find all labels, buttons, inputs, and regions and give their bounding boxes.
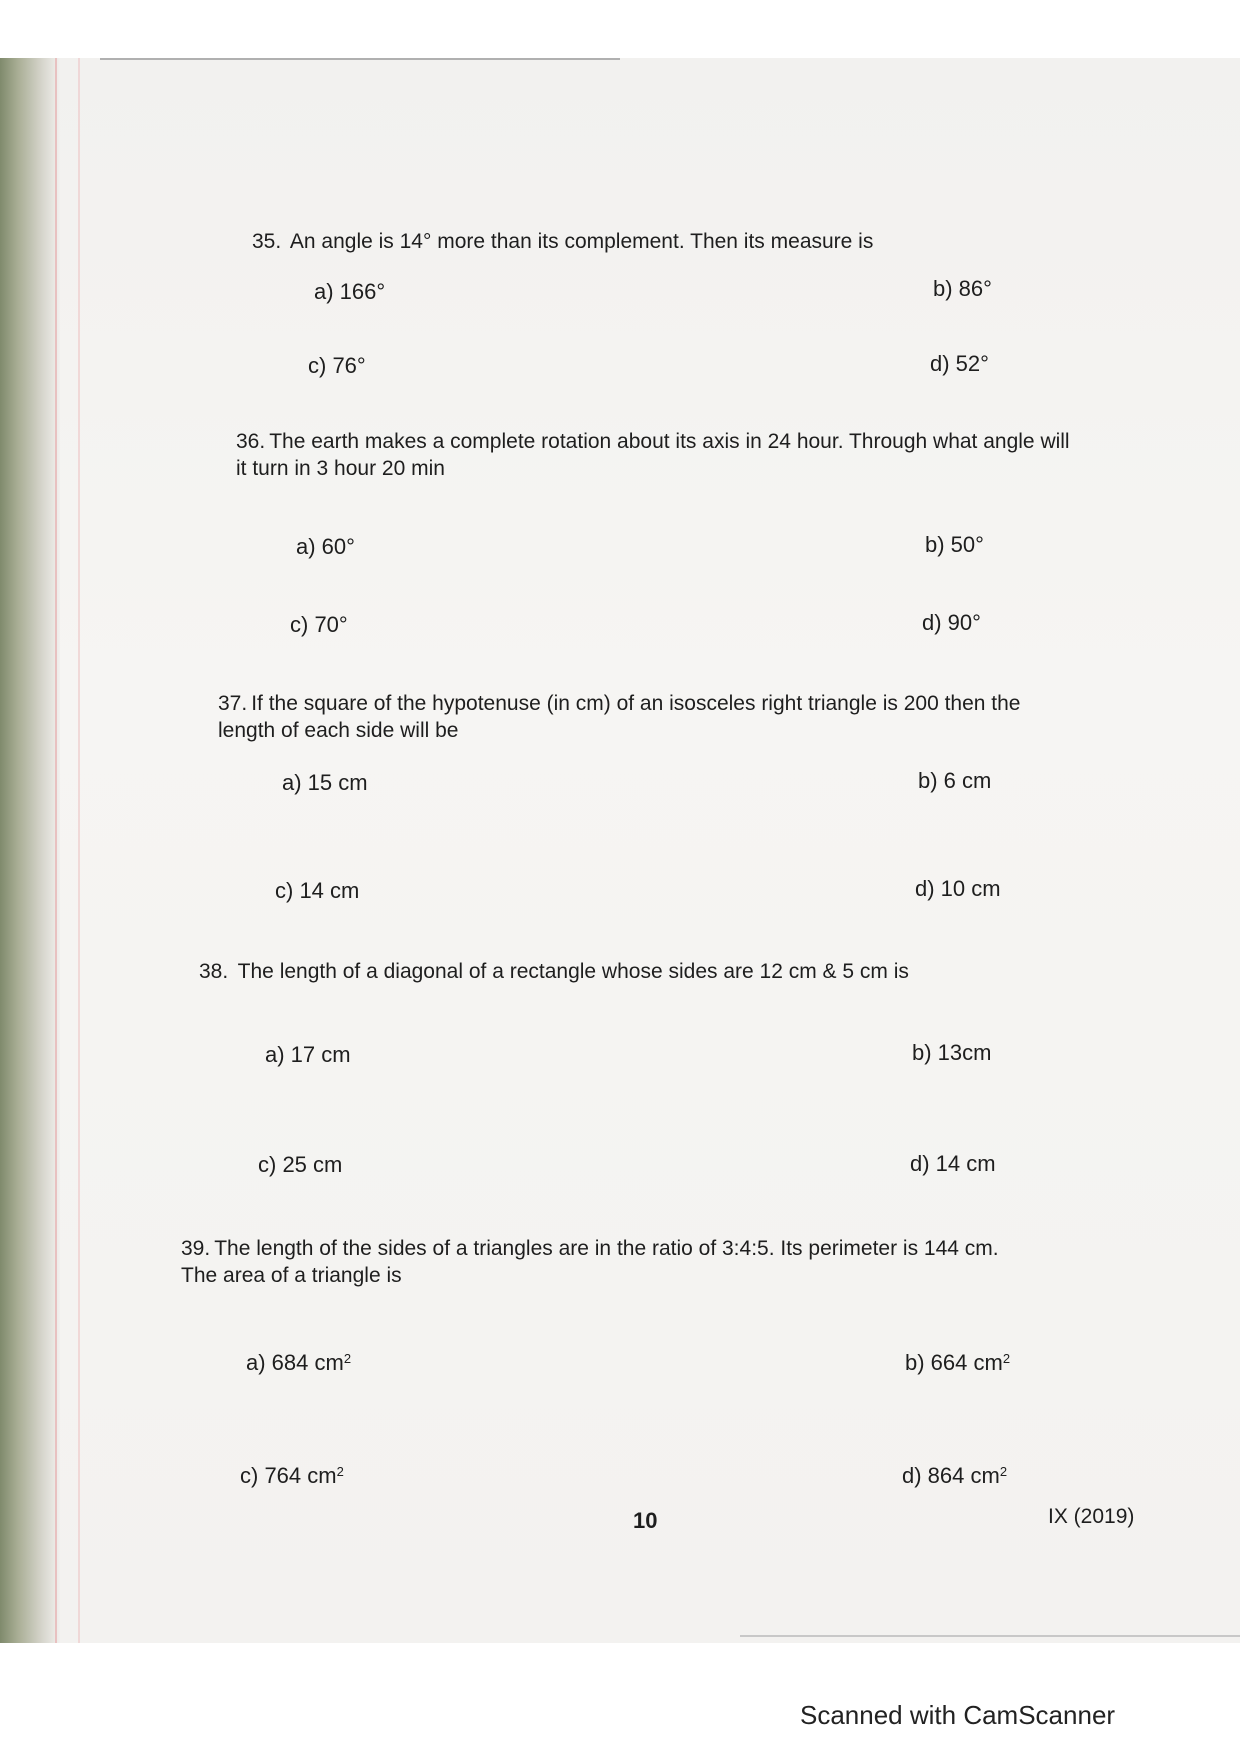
option-c: c) 76° xyxy=(308,353,366,378)
question-stem-line: 39. The length of the sides of a triangles are in the ratio of 3:4:5. Its perimeter is 144 cm. xyxy=(181,1237,999,1260)
bottom-rule xyxy=(740,1635,1240,1637)
question-stem-line: it turn in 3 hour 20 min xyxy=(236,457,445,480)
option-b: b) 13cm xyxy=(912,1040,992,1065)
option-c: c) 25 cm xyxy=(258,1152,343,1177)
class-year-label: IX (2019) xyxy=(1048,1505,1135,1528)
scanned-page xyxy=(0,58,1240,1643)
question-stem-line: 37. If the square of the hypotenuse (in cm) of an isosceles right triangle is 200 then the xyxy=(218,692,1021,715)
question-35 xyxy=(252,228,873,255)
binding-edge xyxy=(0,58,60,1643)
question-number: 37. xyxy=(218,692,248,715)
page-number: 10 xyxy=(633,1508,658,1533)
question-number: 36. xyxy=(236,430,266,453)
option-b: b) 50° xyxy=(925,532,984,557)
question-stem: An angle is 14° more than its complement. Then its measure is xyxy=(289,230,874,253)
option-a: a) 60° xyxy=(296,534,355,559)
question-37 xyxy=(218,690,1178,744)
option-d: d) 90° xyxy=(922,610,981,635)
option-d: d) 14 cm xyxy=(910,1151,996,1176)
scanner-watermark: Scanned with CamScanner xyxy=(800,1700,1116,1730)
page-fold-line xyxy=(78,58,80,1643)
question-36 xyxy=(236,428,1186,482)
option-b: b) 664 $cm^2$ xyxy=(905,1350,1011,1375)
question-number: 35. xyxy=(252,230,282,253)
question-stem-line: The area of a triangle is xyxy=(181,1264,402,1287)
option-d: d) 864 $cm^2$ xyxy=(902,1463,1008,1488)
question-stem-line: length of each side will be xyxy=(218,719,459,742)
option-c: c) 14 cm xyxy=(275,878,360,903)
question-stem-line: 36. The earth makes a complete rotation about its axis in 24 hour. Through what angle will xyxy=(236,430,1070,453)
question-stem: The length of a diagonal of a rectangle whose sides are 12 cm & 5 cm is xyxy=(237,960,909,983)
option-d: d) 10 cm xyxy=(915,876,1001,901)
option-a: a) 15 cm xyxy=(282,770,368,795)
top-rule xyxy=(100,58,620,60)
option-a: a) 684 $cm^2$ xyxy=(246,1350,352,1375)
option-c: c) 764 $cm^2$ xyxy=(240,1463,344,1488)
option-c: c) 70° xyxy=(290,612,348,637)
option-a: a) 166° xyxy=(314,279,386,304)
question-38 xyxy=(199,958,909,985)
option-a: a) 17 cm xyxy=(265,1042,351,1067)
option-b: b) 86° xyxy=(933,276,992,301)
option-b: b) 6 cm xyxy=(918,768,992,793)
question-number: 39. xyxy=(181,1237,211,1260)
question-39 xyxy=(181,1235,1171,1289)
page-fold-line xyxy=(55,58,57,1643)
option-d: d) 52° xyxy=(930,351,989,376)
question-number: 38. xyxy=(199,960,229,983)
